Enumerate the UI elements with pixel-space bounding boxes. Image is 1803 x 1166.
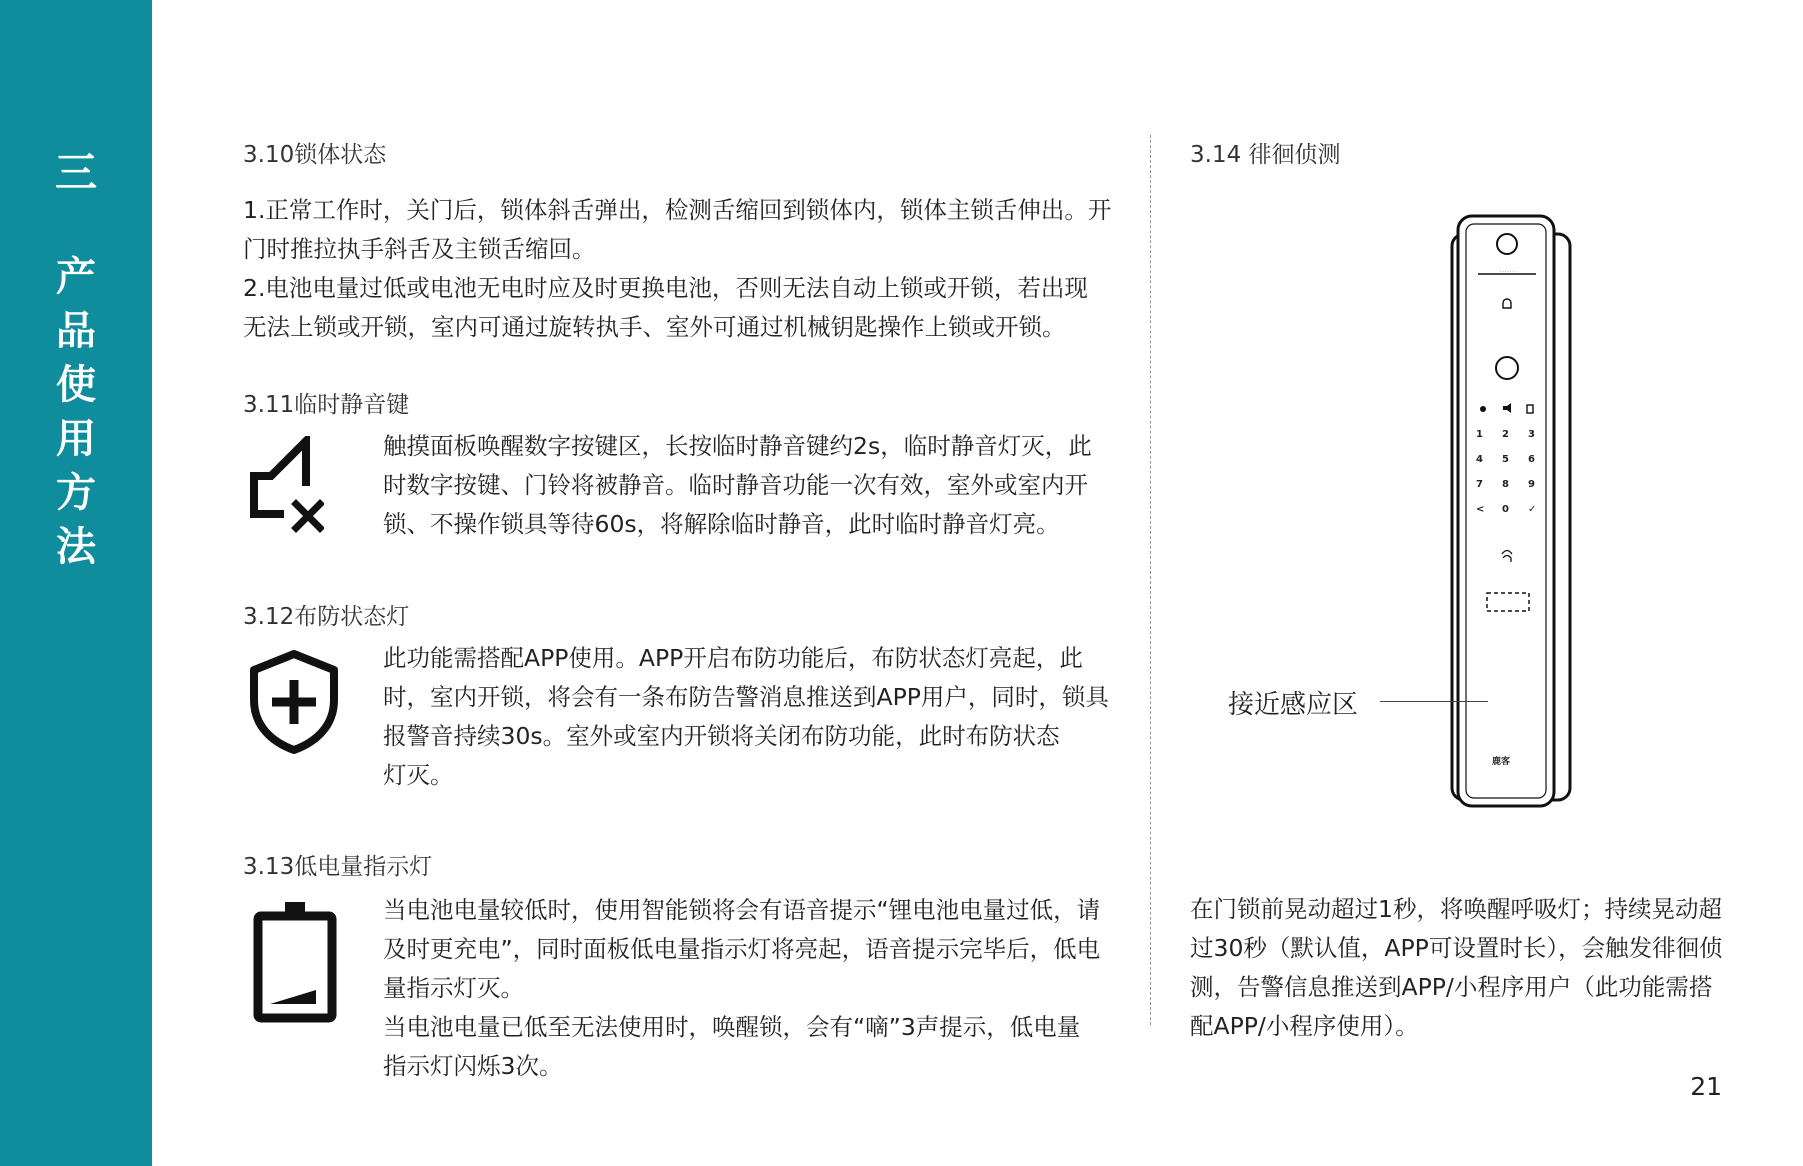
keypad-key: 3 xyxy=(1528,429,1535,440)
section-3-10-heading: 3.10锁体状态 xyxy=(243,142,387,168)
keypad-key: ✓ xyxy=(1528,504,1537,515)
chapter-title-char: 方 xyxy=(56,470,96,516)
proximity-zone-label: 接近感应区 xyxy=(1228,690,1359,720)
body-line: 及时更充电”，同时面板低电量指示灯将亮起，语音提示完毕后，低电 xyxy=(383,935,1101,963)
body-line: 指示灯闪烁3次。 xyxy=(383,1052,563,1080)
body-line: 配APP/小程序使用）。 xyxy=(1190,1012,1419,1040)
section-3-11-heading: 3.11临时静音键 xyxy=(243,392,410,418)
body-line: 触摸面板唤醒数字按键区，长按临时静音键约2s，临时静音灯灭，此 xyxy=(383,432,1092,460)
body-line: 锁、不操作锁具等待60s，将解除临时静音，此时临时静音灯亮。 xyxy=(383,510,1060,538)
svg-text:· · · · · ·: · · · · · · xyxy=(1500,269,1514,274)
body-line: 测，告警信息推送到APP/小程序用户（此功能需搭 xyxy=(1190,973,1713,1001)
chapter-title xyxy=(0,250,152,574)
keypad-key: 1 xyxy=(1476,429,1483,440)
shield-plus-icon xyxy=(248,650,340,754)
chapter-title-char: 产 xyxy=(56,254,96,300)
chapter-sidebar xyxy=(0,0,152,1166)
keypad-key: 2 xyxy=(1502,429,1509,440)
section-3-12-body xyxy=(383,639,1128,795)
body-line: 此功能需搭配APP使用。APP开启布防功能后，布防状态灯亮起，此 xyxy=(383,644,1083,672)
body-line: 过30秒（默认值，APP可设置时长），会触发徘徊侦 xyxy=(1190,934,1723,962)
page-number: 21 xyxy=(1690,1072,1722,1101)
body-line: 在门锁前晃动超过1秒，将唤醒呼吸灯；持续晃动超 xyxy=(1190,895,1722,923)
body-line: 2.电池电量过低或电池无电时应及时更换电池，否则无法自动上锁或开锁，若出现 xyxy=(243,274,1088,302)
body-line: 报警音持续30s。室外或室内开锁将关闭布防功能，此时布防状态 xyxy=(383,722,1060,750)
keypad-key: 6 xyxy=(1528,454,1535,465)
body-line: 无法上锁或开锁，室内可通过旋转执手、室外可通过机械钥匙操作上锁或开锁。 xyxy=(243,313,1066,341)
keypad-key: 0 xyxy=(1502,504,1509,515)
chapter-title-char: 用 xyxy=(56,416,96,462)
body-line: 当电池电量已低至无法使用时，唤醒锁，会有“嘀”3声提示，低电量 xyxy=(383,1013,1081,1041)
keypad-key: 4 xyxy=(1476,454,1483,465)
keypad-key: 7 xyxy=(1476,479,1483,490)
section-3-13-heading: 3.13低电量指示灯 xyxy=(243,854,433,880)
body-line: 灯灭。 xyxy=(383,761,454,789)
body-line: 时，室内开锁，将会有一条布防告警消息推送到APP用户，同时，锁具 xyxy=(383,683,1109,711)
chapter-number: 三 xyxy=(54,148,97,197)
chapter-title-char: 法 xyxy=(56,524,96,570)
column-divider xyxy=(1150,135,1151,1025)
mute-speaker-icon xyxy=(244,436,324,534)
keypad-key: 8 xyxy=(1502,479,1509,490)
keypad-key: 9 xyxy=(1528,479,1535,490)
lock-brand-mark: 鹿客 xyxy=(1492,757,1511,767)
section-3-12-heading: 3.12布防状态灯 xyxy=(243,604,410,630)
body-line: 时数字按键、门铃将被静音。临时静音功能一次有效，室外或室内开 xyxy=(383,471,1088,499)
keypad-key: < xyxy=(1476,504,1485,515)
body-line: 量指示灯灭。 xyxy=(383,974,524,1002)
body-line: 1.正常工作时，关门后，锁体斜舌弹出，检测舌缩回到锁体内，锁体主锁舌伸出。开 xyxy=(243,196,1112,224)
body-line: 门时推拉执手斜舌及主锁舌缩回。 xyxy=(243,235,596,263)
smart-lock-illustration xyxy=(1440,208,1580,808)
keypad-key: 5 xyxy=(1502,454,1509,465)
section-3-14-heading: 3.14 徘徊侦测 xyxy=(1190,142,1341,168)
body-line: 当电池电量较低时，使用智能锁将会有语音提示“锂电池电量过低，请 xyxy=(383,896,1101,924)
proximity-zone-leader-line xyxy=(1380,701,1488,702)
section-3-14-body xyxy=(1190,890,1750,1046)
section-3-10-body xyxy=(243,191,1123,347)
chapter-title-char: 品 xyxy=(56,308,96,354)
chapter-title-char: 使 xyxy=(56,362,96,408)
low-battery-icon xyxy=(252,900,338,1024)
section-3-11-body xyxy=(383,427,1128,544)
section-3-13-body xyxy=(383,891,1128,1086)
